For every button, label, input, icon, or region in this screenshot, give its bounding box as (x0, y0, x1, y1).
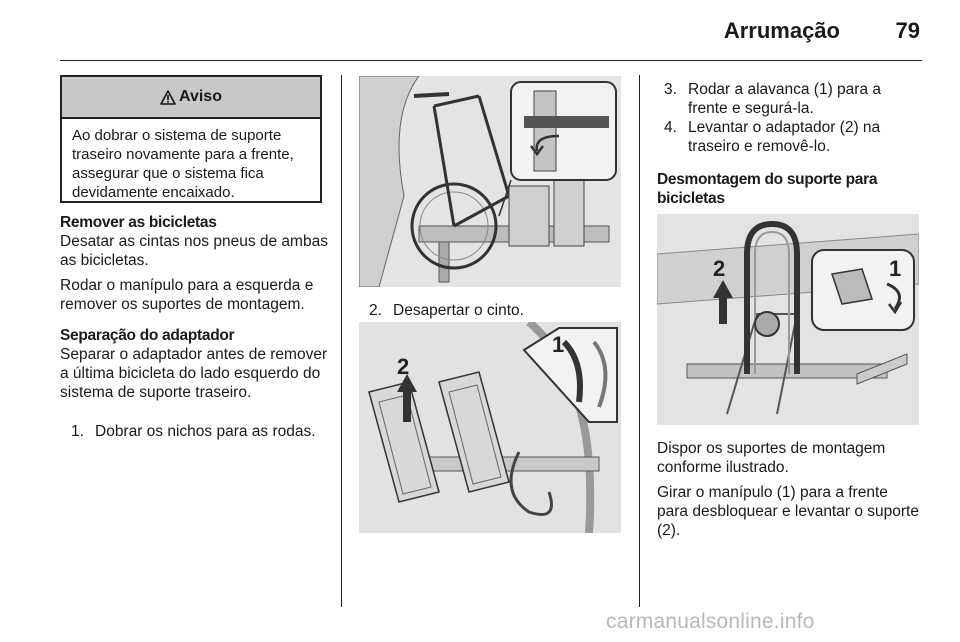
remove-paragraph-1: Desatar as cintas nos pneus de ambas as bicicletas. (60, 233, 328, 269)
fig2-label-1: 1 (552, 332, 565, 357)
fig2-label-2: 2 (397, 354, 410, 379)
column-divider-right (639, 75, 640, 607)
step-4-text: Levantar o adaptador (2) na traseiro e removê-lo. (688, 119, 881, 155)
illustration-disassembly (657, 214, 919, 425)
header-rule (60, 60, 922, 61)
fig3-label-1: 1 (889, 256, 902, 281)
warning-box (60, 75, 322, 203)
separation-paragraph: Separar o adaptador antes de remover a última bicicleta do lado esquerdo do sistema de suporte traseiro. (60, 346, 328, 401)
watermark: carmanualsonline.info (606, 610, 815, 633)
illustration-wheel-niches (359, 322, 621, 533)
warning-header (62, 77, 320, 119)
fig3-label-2: 2 (713, 256, 726, 281)
separation-heading: Separação do adaptador (60, 327, 235, 344)
page-title: Arrumação (723, 18, 840, 43)
disassembly-heading-wrap (657, 170, 887, 208)
remove-heading: Remover as bicicletas (60, 214, 217, 231)
step-3-number: 3. (664, 81, 677, 98)
disassembly-paragraph-1: Dispor os suportes de montagem conforme ilustrado. (657, 440, 886, 476)
step-2-text: Desapertar o cinto. (393, 302, 524, 319)
remove-paragraph-2: Rodar o manípulo para a esquerda e remover os suportes de montagem. (60, 277, 314, 313)
remove-section (60, 213, 330, 402)
step-1-text: Dobrar os nichos para as rodas. (95, 423, 316, 440)
step-1-number: 1. (71, 423, 84, 440)
step-2-number: 2. (369, 302, 382, 319)
disassembly-section (657, 439, 919, 540)
warning-triangle-icon (160, 90, 176, 105)
column-divider-left (341, 75, 342, 607)
illustration-bicycle-on-rack (359, 76, 621, 287)
step-3-text: Rodar a alavanca (1) para a frente e segurá-la. (688, 81, 882, 117)
warning-title: Aviso (179, 88, 222, 105)
disassembly-paragraph-2: Girar o manípulo (1) para a frente para desbloquear e levantar o suporte (2). (657, 484, 919, 539)
warning-text: Ao dobrar o sistema de suporte traseiro novamente para a frente, assegurar que o sistema fica devidamente encaixado. (72, 127, 294, 201)
step-4-number: 4. (664, 119, 677, 136)
disassembly-heading: Desmontagem do suporte para bicicletas (657, 171, 878, 207)
page-number: 79 (895, 18, 920, 43)
